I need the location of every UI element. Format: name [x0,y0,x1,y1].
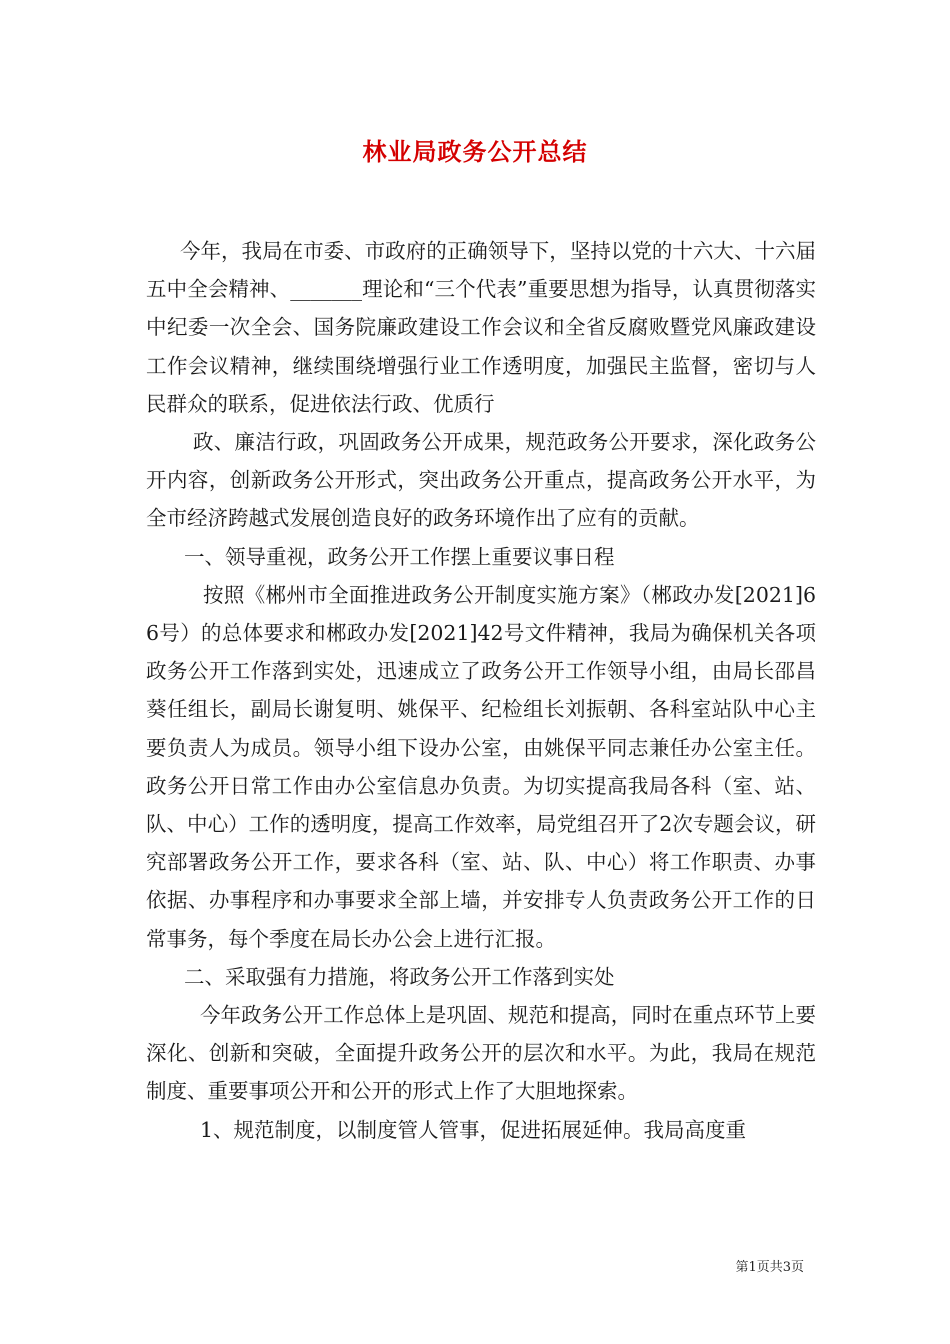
page-number: 第1页共3页 [735,1260,804,1275]
document-body [146,232,816,1149]
page-title: 林业局政务公开总结 [362,137,588,166]
paragraph-intro-continued: 政、廉洁行政，巩固政务公开成果，规范政务公开要求，深化政务公开内容，创新政务公开形式，突出政务公开重点，提高政务公开水平，为全市经济跨越式发展创造良好的政务环境作出了应有的贡献。 [146,430,816,531]
paragraph-item-1: 1、规范制度，以制度管人管事，促进拓展延伸。我局高度重 [200,1117,747,1142]
section-heading-2: 二、采取强有力措施，将政务公开工作落到实处 [184,964,615,989]
paragraph-section-2: 今年政务公开工作总体上是巩固、规范和提高，同时在重点环节上要深化、创新和突破，全面提升政务公开的层次和水平。为此，我局在规范制度、重要事项公开和公开的形式上作了大胆地探索。 [146,1003,816,1104]
paragraph-intro: 今年，我局在市委、市政府的正确领导下，坚持以党的十六大、十六届五中全会精神、_______理论和“三个代表”重要思想为指导，认真贯彻落实中纪委一次全会、国务院廉政建设工作会议和全省反腐败暨党风廉政建设工作会议精神，继续围绕增强行业工作透明度，加强民主监督，密切与人民群众的联系，促进依法行政、优质行 [146,239,816,416]
section-heading-1: 一、领导重视，政务公开工作摆上重要议事日程 [184,544,615,569]
paragraph-section-1: 按照《郴州市全面推进政务公开制度实施方案》（郴政办发[2021]66号）的总体要求和郴政办发[2021]42号文件精神，我局为确保机关各项政务公开工作落到实处，迅速成立了政务公开工作领导小组，由局长邵昌葵任组长，副局长谢复明、姚保平、纪检组长刘振朝、各科室站队中心主要负责人为成员。领导小组下设办公室，由姚保平同志兼任办公室主任。政务公开日常工作由办公室信息办负责。为切实提高我局各科（室、站、队、中心）工作的透明度，提高工作效率，局党组召开了2次专题会议，研究部署政务公开工作，要求各科（室、站、队、中心）将工作职责、办事依据、办事程序和办事要求全部上墙，并安排专人负责政务公开工作的日常事务，每个季度在局长办公会上进行汇报。 [146,582,816,951]
